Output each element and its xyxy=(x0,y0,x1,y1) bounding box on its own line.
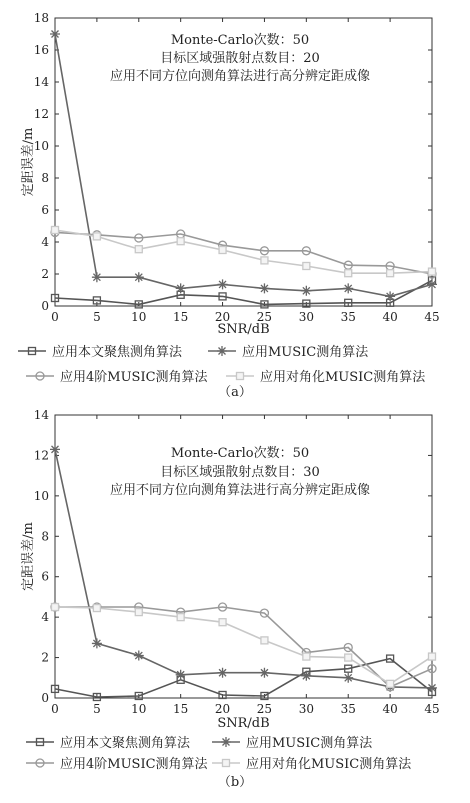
data-point xyxy=(50,29,60,39)
series-line xyxy=(55,232,432,274)
data-point-shape xyxy=(261,257,268,264)
data-point-shape xyxy=(343,673,353,683)
data-point-shape xyxy=(93,605,100,612)
legend-marker xyxy=(237,373,244,380)
x-tick-label: 25 xyxy=(256,702,273,716)
x-tick-label: 0 xyxy=(51,310,59,324)
y-tick-label: 4 xyxy=(41,610,49,625)
y-tick-label: 6 xyxy=(41,569,49,584)
data-point-shape xyxy=(50,444,60,454)
data-point-shape xyxy=(301,671,311,681)
y-tick-label: 14 xyxy=(33,75,49,89)
y-axis-label: 定距误差/m xyxy=(21,522,36,591)
data-point-shape xyxy=(177,614,184,621)
x-tick-label: 15 xyxy=(173,310,189,324)
y-tick-label: 2 xyxy=(41,650,49,665)
data-point-shape xyxy=(303,653,310,660)
annotation-line: 应用不同方位向测角算法进行高分辨定距成像 xyxy=(109,483,371,498)
y-tick-label: 8 xyxy=(41,529,49,544)
legend-label: 应用MUSIC测角算法 xyxy=(242,345,369,360)
data-point-shape xyxy=(219,619,226,626)
series-line xyxy=(55,280,432,304)
legend-label: 应用对角化MUSIC测角算法 xyxy=(246,757,412,772)
data-point-shape xyxy=(261,637,268,644)
annotation-line: 应用不同方位向测角算法进行高分辨定距成像 xyxy=(109,69,371,84)
data-point-shape xyxy=(176,283,186,293)
legend-label: 应用对角化MUSIC测角算法 xyxy=(260,370,426,385)
legend-marker-shape xyxy=(217,346,227,356)
data-point xyxy=(259,668,269,678)
y-tick-label: 0 xyxy=(41,691,49,705)
data-point xyxy=(303,263,310,270)
legend-label: 应用本文聚焦测角算法 xyxy=(60,736,191,751)
y-tick-label: 6 xyxy=(41,203,49,217)
x-axis-label: SNR/dB xyxy=(217,716,270,731)
data-point xyxy=(427,279,437,289)
chart-panel-a xyxy=(18,11,440,400)
data-point xyxy=(259,283,269,293)
data-point-shape xyxy=(93,233,100,240)
data-point xyxy=(134,272,144,282)
data-point xyxy=(176,670,186,680)
data-point-shape xyxy=(135,609,142,616)
data-point xyxy=(219,619,226,626)
x-tick-label: 30 xyxy=(298,702,314,716)
x-tick-label: 35 xyxy=(340,310,356,324)
data-point xyxy=(93,233,100,240)
legend-label: 应用MUSIC测角算法 xyxy=(246,736,373,751)
y-axis-label: 定距误差/m xyxy=(21,127,36,197)
data-point-shape xyxy=(301,286,311,296)
chart-panel-b xyxy=(21,408,440,790)
legend-marker xyxy=(217,346,227,356)
data-point-shape xyxy=(429,268,436,275)
data-point xyxy=(52,604,59,611)
data-point xyxy=(429,653,436,660)
data-point-shape xyxy=(259,668,269,678)
data-point-shape xyxy=(177,238,184,245)
legend-marker-shape xyxy=(237,373,244,380)
data-point-shape xyxy=(218,668,228,678)
data-point-shape xyxy=(92,272,102,282)
data-point-shape xyxy=(259,283,269,293)
y-tick-label: 14 xyxy=(33,408,49,422)
legend-marker xyxy=(223,760,230,767)
x-tick-label: 15 xyxy=(173,702,189,716)
x-tick-label: 10 xyxy=(131,702,147,716)
data-point-shape xyxy=(345,270,352,277)
data-point xyxy=(219,247,226,254)
data-point xyxy=(261,257,268,264)
series-line xyxy=(55,659,432,697)
data-point xyxy=(427,683,437,693)
x-axis-label: SNR/dB xyxy=(217,322,270,337)
data-point xyxy=(135,609,142,616)
data-point-shape xyxy=(176,670,186,680)
data-point-shape xyxy=(387,680,394,687)
data-point-shape xyxy=(429,653,436,660)
data-point xyxy=(177,238,184,245)
y-tick-label: 10 xyxy=(33,139,49,153)
x-tick-label: 10 xyxy=(131,310,147,324)
data-point-shape xyxy=(343,283,353,293)
data-point xyxy=(218,279,228,289)
x-tick-label: 25 xyxy=(256,310,273,324)
data-point xyxy=(429,268,436,275)
data-point xyxy=(343,673,353,683)
data-point xyxy=(93,605,100,612)
data-point-shape xyxy=(134,272,144,282)
data-point xyxy=(343,283,353,293)
data-point xyxy=(301,286,311,296)
data-point-shape xyxy=(345,654,352,661)
data-point-shape xyxy=(218,279,228,289)
x-tick-label: 30 xyxy=(298,310,314,324)
data-point xyxy=(52,227,59,234)
data-point-shape xyxy=(92,638,102,648)
y-tick-label: 2 xyxy=(41,267,49,281)
data-point xyxy=(345,654,352,661)
x-tick-label: 40 xyxy=(382,702,398,716)
data-point xyxy=(177,614,184,621)
data-point xyxy=(303,653,310,660)
data-point xyxy=(92,638,102,648)
data-point xyxy=(92,272,102,282)
legend-marker xyxy=(221,737,231,747)
data-point-shape xyxy=(303,263,310,270)
data-point-shape xyxy=(134,651,144,661)
data-point-shape xyxy=(135,246,142,253)
data-point xyxy=(387,680,394,687)
y-tick-label: 10 xyxy=(33,488,49,503)
data-point xyxy=(135,246,142,253)
data-point xyxy=(345,270,352,277)
x-tick-label: 5 xyxy=(93,310,101,324)
data-point xyxy=(385,291,395,301)
x-tick-label: 20 xyxy=(214,310,231,324)
data-point-shape xyxy=(427,279,437,289)
data-point xyxy=(218,668,228,678)
figure-caption: （a） xyxy=(218,385,252,400)
x-tick-label: 5 xyxy=(93,702,101,716)
data-point-shape xyxy=(52,227,59,234)
x-tick-label: 45 xyxy=(424,702,440,716)
data-point xyxy=(301,671,311,681)
x-tick-label: 40 xyxy=(382,310,398,324)
data-point-shape xyxy=(219,247,226,254)
annotation-line: 目标区域强散射点数目：30 xyxy=(160,465,320,480)
data-point-shape xyxy=(427,683,437,693)
x-tick-label: 35 xyxy=(340,702,356,716)
y-tick-label: 8 xyxy=(41,171,49,185)
data-point-shape xyxy=(385,291,395,301)
legend-marker-shape xyxy=(223,760,230,767)
x-tick-label: 45 xyxy=(424,310,440,324)
data-point xyxy=(50,444,60,454)
legend-marker-shape xyxy=(221,737,231,747)
data-point-shape xyxy=(50,29,60,39)
annotation-line: Monte-Carlo次数：50 xyxy=(170,33,310,48)
data-point xyxy=(261,637,268,644)
x-tick-label: 20 xyxy=(214,702,231,716)
y-tick-label: 12 xyxy=(33,107,49,121)
y-tick-label: 4 xyxy=(41,235,49,249)
data-point-shape xyxy=(52,604,59,611)
x-tick-label: 0 xyxy=(51,702,59,716)
legend-label: 应用4阶MUSIC测角算法 xyxy=(60,757,208,772)
y-tick-label: 18 xyxy=(33,11,49,25)
y-tick-label: 16 xyxy=(33,43,49,57)
legend-label: 应用4阶MUSIC测角算法 xyxy=(60,370,208,385)
figure-caption: （b） xyxy=(217,775,253,790)
data-point xyxy=(387,270,394,277)
legend-label: 应用本文聚焦测角算法 xyxy=(52,345,183,360)
annotation-line: Monte-Carlo次数：50 xyxy=(170,446,310,461)
annotation-line: 目标区域强散射点数目：20 xyxy=(160,51,320,66)
data-point-shape xyxy=(387,270,394,277)
y-tick-label: 12 xyxy=(33,448,49,463)
y-tick-label: 0 xyxy=(41,299,49,313)
data-point xyxy=(134,651,144,661)
data-point xyxy=(176,283,186,293)
